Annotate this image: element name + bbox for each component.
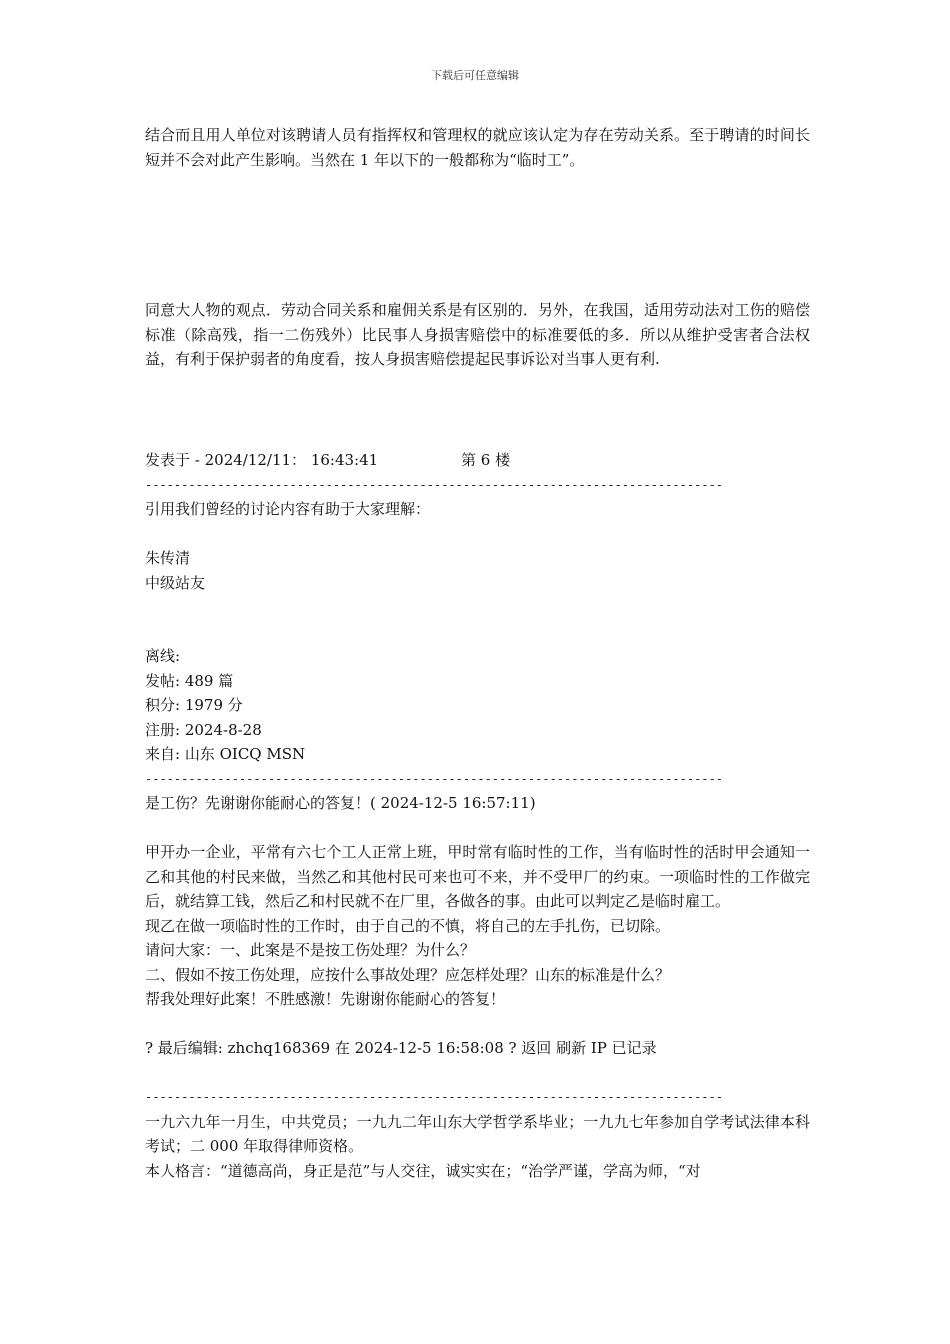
post-floor: 第 6 楼 bbox=[461, 451, 511, 469]
edit-note: ? 最后编辑: zhchq168369 在 2024-12-5 16:58:08 ? 返回 刷新 IP 已记录 bbox=[145, 1039, 657, 1057]
question-line: 请问大家：一、此案是不是按工伤处理？为什么？ bbox=[145, 941, 476, 959]
page-header: 下载后可任意编辑 bbox=[431, 69, 519, 82]
user-status: 离线: bbox=[145, 647, 181, 665]
paragraph-labor-relation bbox=[145, 123, 810, 172]
user-name: 朱传清 bbox=[145, 549, 191, 567]
user-from: 来自: 山东 OICQ MSN bbox=[145, 745, 306, 763]
divider: -------------------------------------------------------------------------------- bbox=[145, 1090, 723, 1104]
question-line: 现乙在做一项临时性的工作时，由于自己的不慎，将自己的左手扎伤，已切除。 bbox=[145, 916, 671, 935]
user-registered: 注册: 2024-8-28 bbox=[145, 720, 262, 739]
paragraph-text: 结合而且用人单位对该聘请人员有指挥权和管理权的就应该认定为存在劳动关系。至于聘请的时间长短并不会对此产生影响。当然在 1 年以下的一般都称为“临时工”。 bbox=[145, 126, 810, 169]
author-motto: 本人格言：“道德高尚，身正是范”与人交往，诚实实在；“治学严谨，学高为师，“对 bbox=[145, 1161, 701, 1180]
user-posts: 发帖: 489 篇 bbox=[145, 671, 234, 690]
user-score: 积分: 1979 分 bbox=[145, 696, 243, 714]
post-time: 发表于 - 2024/12/11： 16:43:41 bbox=[145, 451, 379, 469]
quote-intro: 引用我们曾经的讨论内容有助于大家理解： bbox=[145, 500, 431, 518]
post-meta bbox=[145, 448, 810, 473]
author-bio: 一九六九年一月生，中共党员；一九九二年山东大学哲学系毕业；一九九七年参加自学考试法律本科考试；二 000 年取得律师资格。 bbox=[145, 1112, 810, 1155]
divider: -------------------------------------------------------------------------------- bbox=[145, 477, 723, 492]
question-body: 甲开办一企业，平常有六七个工人正常上班，甲时常有临时性的工作，当有临时性的活时甲会通知一乙和其他的村民来做，当然乙和其他村民可来也可不来，并不受甲厂的约束。一项临时性的工作做完后，就结算工钱，然后乙和村民就不在厂里，各做各的事。由此可以判定乙是临时雇工。 bbox=[145, 843, 810, 910]
paragraph-text: 同意大人物的观点．劳动合同关系和雇佣关系是有区别的．另外，在我国，适用劳动法对工伤的赔偿标准（除高残，指一二伤残外）比民事人身损害赔偿中的标准要低的多．所以从维护受害者合法权益，有利于保护弱者的角度看，按人身损害赔偿提起民事诉讼对当事人更有利. bbox=[145, 301, 810, 368]
question-line: 二、假如不按工伤处理，应按什么事故处理？应怎样处理？山东的标准是什么？ bbox=[145, 965, 671, 984]
post-block bbox=[145, 448, 810, 1183]
question-title: 是工伤？先谢谢你能耐心的答复！( 2024-12-5 16:57:11) bbox=[145, 794, 536, 812]
question-line: 帮我处理好此案！不胜感激！先谢谢你能耐心的答复！ bbox=[145, 990, 506, 1008]
divider: -------------------------------------------------------------------------------- bbox=[145, 771, 723, 786]
user-rank: 中级站友 bbox=[145, 573, 206, 592]
paragraph-agree-opinion bbox=[145, 298, 810, 372]
